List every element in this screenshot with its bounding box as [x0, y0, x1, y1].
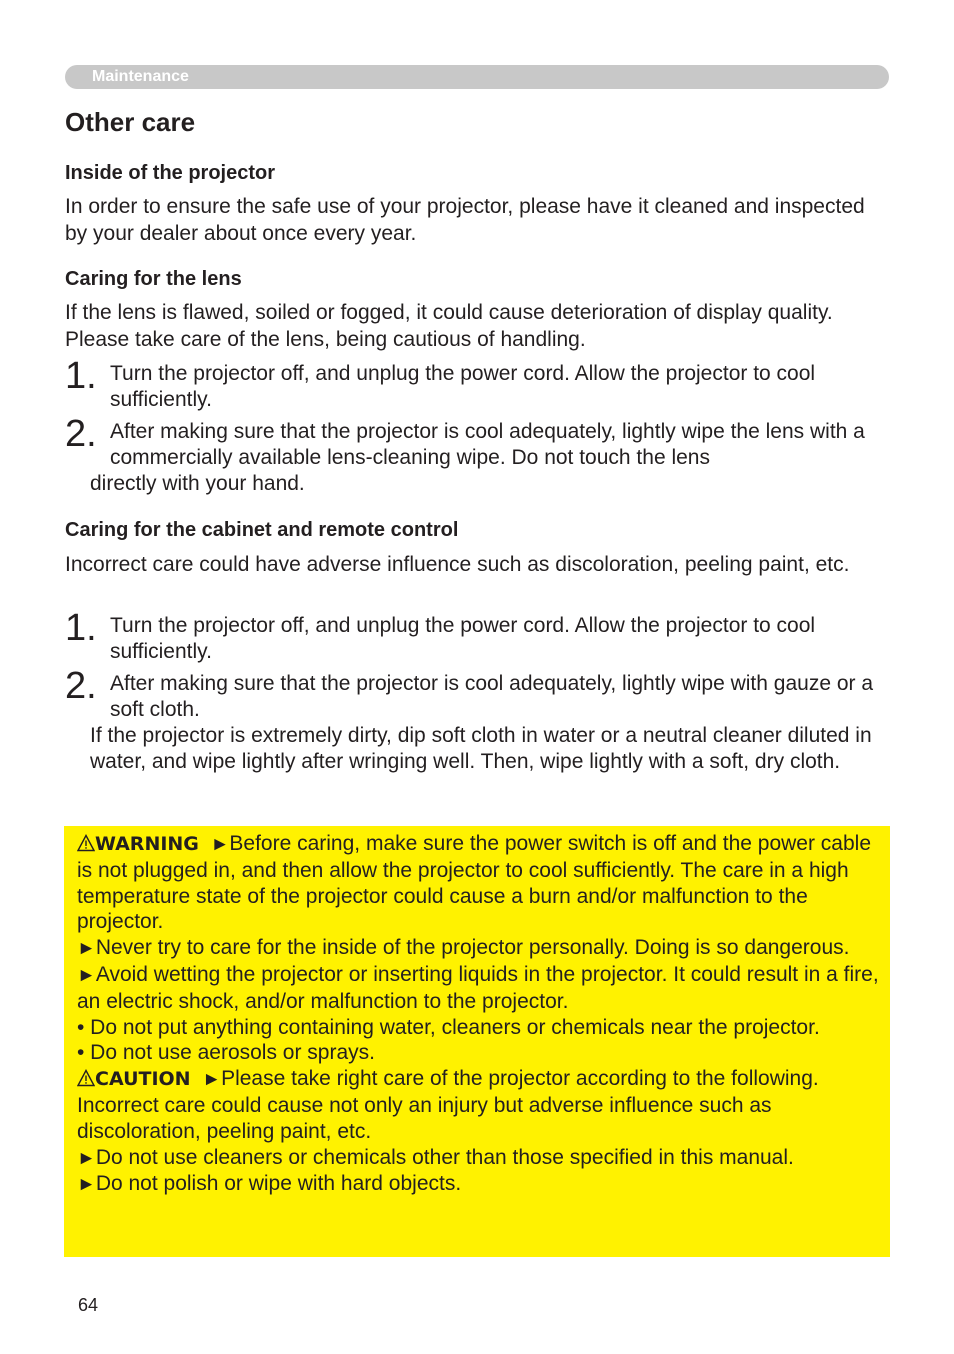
caution-item — [77, 1171, 882, 1198]
caution-item — [77, 1145, 882, 1172]
step-text: After making sure that the projector is cool adequately, lightly wipe the lens with a commercially available lens-cleaning wipe. Do not touch the lens — [110, 420, 865, 469]
step-number: 2. — [65, 665, 97, 707]
lens-step-2 — [65, 413, 889, 497]
page-title: Other care — [65, 107, 196, 137]
section-label: Maintenance — [92, 68, 189, 85]
warning-text-1: Before caring, make sure the power switch is off and the power cable is not plugged in, and then allow the projector to cool sufficiently. The care in a high temperature state of the projector could cause a burn and/or malfunction to the projector. — [77, 832, 872, 934]
step-text: Turn the projector off, and unplug the power cord. Allow the projector to cool sufficiently. — [110, 614, 816, 663]
arrow-icon: ► — [77, 1174, 96, 1196]
warning-box — [64, 826, 890, 1257]
warning-paragraph — [77, 831, 882, 935]
cabinet-step-1 — [65, 607, 889, 665]
warning-triangle-icon — [77, 834, 95, 852]
caution-text-3: Do not polish or wipe with hard objects. — [95, 1172, 462, 1196]
arrow-icon: ► — [202, 1069, 222, 1091]
lens-step-1 — [65, 355, 889, 413]
warning-label: WARNING — [95, 833, 199, 855]
step-text: Turn the projector off, and unplug the power cord. Allow the projector to cool sufficiently. — [110, 362, 816, 411]
lens-heading: Caring for the lens — [65, 268, 242, 290]
warning-bullet: • Do not put anything containing water, cleaners or chemicals near the projector. — [77, 1015, 820, 1039]
step-continuation: If the projector is extremely dirty, dip soft cloth in water or a neutral cleaner diluted in water, and wipe lightly after wringing well. Then, wipe lightly with a soft, dry cloth. — [90, 724, 872, 773]
caution-text-2: Do not use cleaners or chemicals other than those specified in this manual. — [95, 1145, 794, 1169]
step-text: After making sure that the projector is cool adequately, lightly wipe with gauze or a soft cloth. — [110, 672, 874, 721]
caution-text-1: Please take right care of the projector according to the following. Incorrect care could cause not only an injury but adverse influence such as discoloration, peeling paint, etc. — [77, 1067, 819, 1143]
warning-bullet: • Do not use aerosols or sprays. — [77, 1041, 375, 1065]
section-header-bar — [65, 65, 889, 89]
arrow-icon: ► — [210, 834, 230, 855]
arrow-icon: ► — [77, 1147, 96, 1169]
warning-item — [77, 962, 882, 1015]
cabinet-heading: Caring for the cabinet and remote control — [65, 519, 459, 541]
step-number: 1. — [65, 355, 97, 397]
arrow-icon: ► — [77, 938, 96, 960]
step-number: 2. — [65, 413, 97, 455]
warning-text-3: Avoid wetting the projector or inserting liquids in the projector. It could result in a fire, an electric shock, and/or malfunction to the projector. — [77, 962, 879, 1013]
lens-intro: If the lens is flawed, soiled or fogged, it could cause deterioration of display quality. Please take care of the lens, being cautious of handling. — [65, 301, 833, 351]
caution-paragraph — [77, 1066, 882, 1144]
page-number: 64 — [78, 1295, 99, 1315]
step-continuation: directly with your hand. — [90, 472, 305, 495]
caution-triangle-icon — [77, 1069, 95, 1087]
step-number: 1. — [65, 607, 97, 649]
cabinet-step-2 — [65, 665, 889, 775]
arrow-icon: ► — [77, 964, 96, 986]
inside-text: In order to ensure the safe use of your projector, please have it cleaned and inspected by your dealer about once every year. — [65, 195, 865, 245]
cabinet-intro: Incorrect care could have adverse influence such as discoloration, peeling paint, etc. — [65, 553, 850, 576]
warning-item — [77, 935, 882, 962]
inside-heading: Inside of the projector — [65, 162, 276, 184]
caution-label: CAUTION — [95, 1068, 191, 1091]
warning-text-2: Never try to care for the inside of the projector personally. Doing is so dangerous. — [95, 936, 850, 960]
